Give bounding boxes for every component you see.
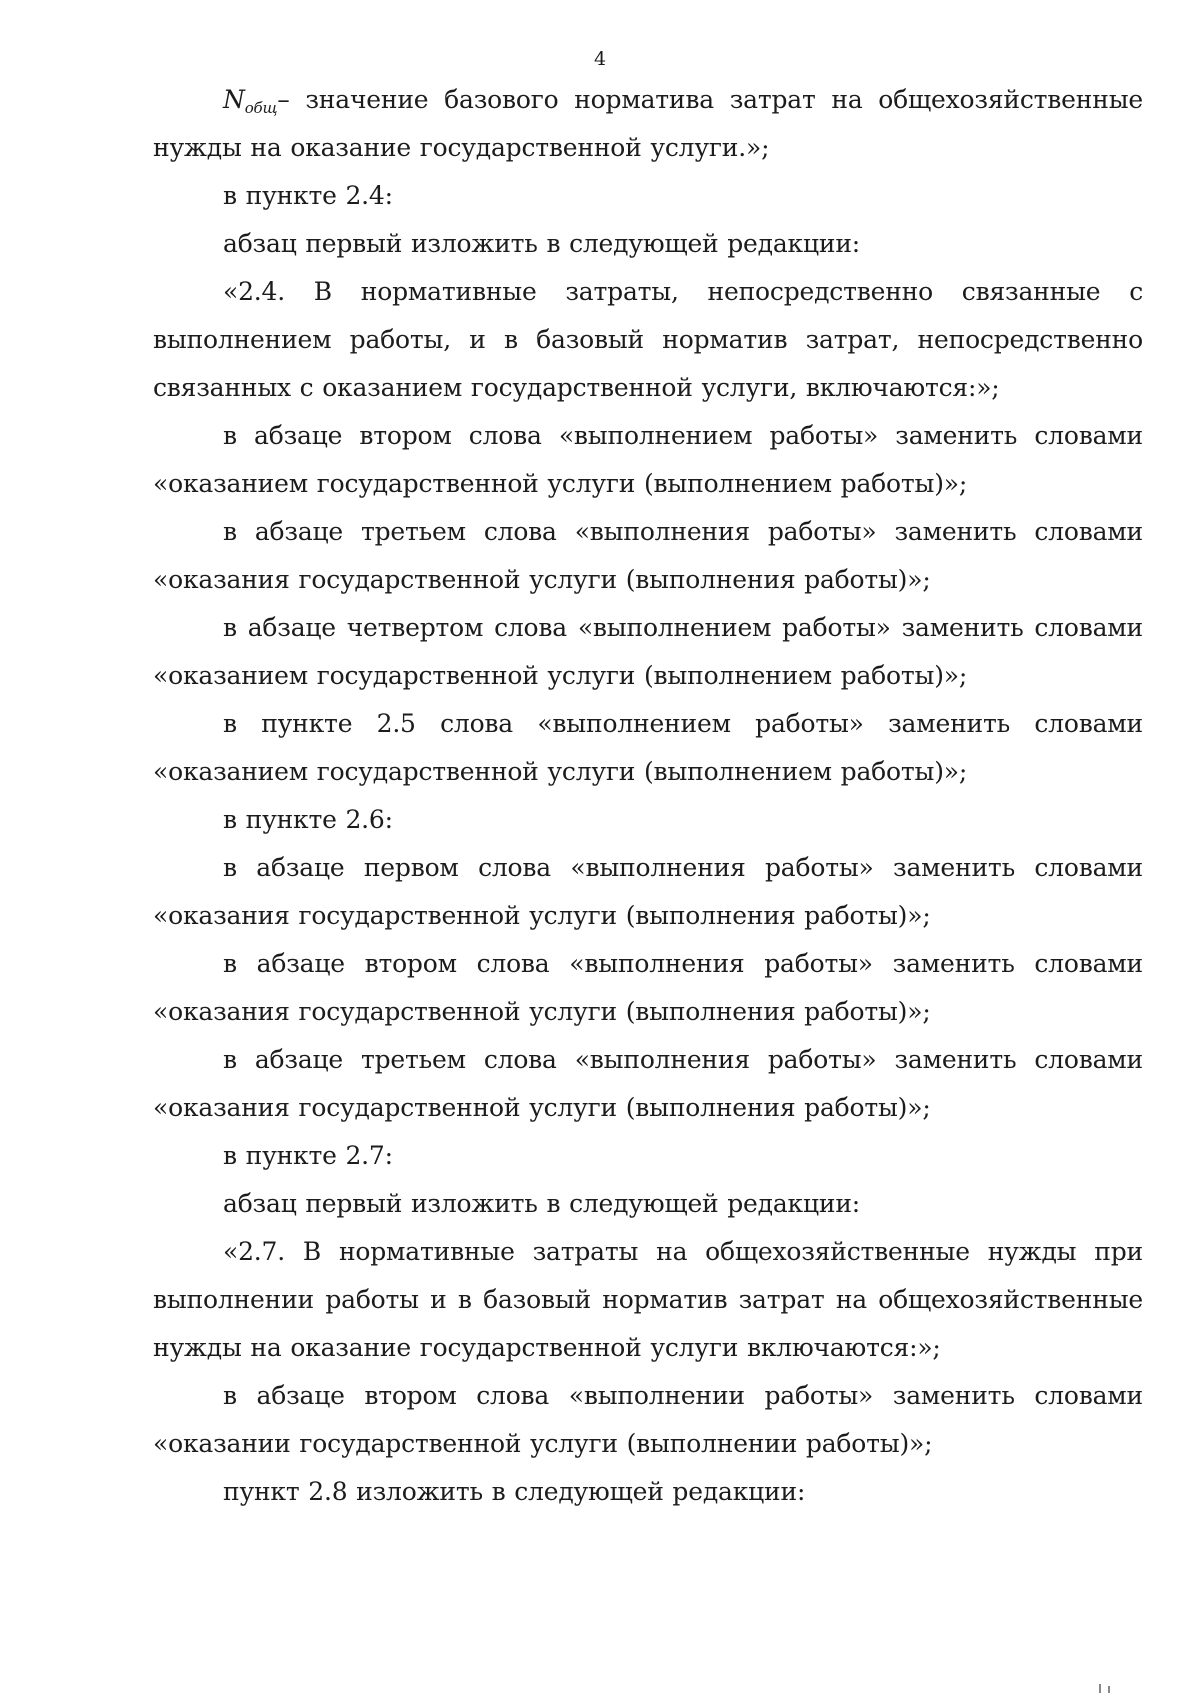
formula-symbol: N <box>223 85 245 114</box>
paragraph: «2.4. В нормативные затраты, непосредственно связанные с выполнением работы, и в базовый норматив затрат, непосредственно связанных с оказанием государственной услуги, включаются:»; <box>153 277 1143 402</box>
paragraph-formula-definition <box>153 76 1143 172</box>
formula-variable <box>223 85 278 117</box>
paragraph: в пункте 2.5 слова «выполнением работы» заменить словами «оказанием государственной услуги (выполнением работы)»; <box>153 709 1143 786</box>
formula-subscript: общ <box>244 99 278 117</box>
paragraph: в пункте 2.4: <box>223 181 393 210</box>
paragraph: в абзаце третьем слова «выполнения работы» заменить словами «оказания государственной услуги (выполнения работы)»; <box>153 1045 1143 1122</box>
paragraph: в абзаце втором слова «выполнением работы» заменить словами «оказанием государственной услуги (выполнением работы)»; <box>153 421 1143 498</box>
page-number: 4 <box>593 48 607 70</box>
scan-mark <box>1098 1683 1112 1693</box>
paragraph: в абзаце третьем слова «выполнения работы» заменить словами «оказания государственной услуги (выполнения работы)»; <box>153 517 1143 594</box>
paragraph: абзац первый изложить в следующей редакции: <box>223 229 861 258</box>
document-body <box>153 76 1143 1516</box>
paragraph-text: – значение базового норматива затрат на общехозяйственные нужды на оказание государственной услуги.»; <box>153 85 1143 162</box>
paragraph: в абзаце втором слова «выполнении работы» заменить словами «оказании государственной услуги (выполнении работы)»; <box>153 1381 1143 1458</box>
paragraph: в пункте 2.6: <box>223 805 393 834</box>
paragraph: абзац первый изложить в следующей редакции: <box>223 1189 861 1218</box>
paragraph: в абзаце первом слова «выполнения работы» заменить словами «оказания государственной услуги (выполнения работы)»; <box>153 853 1143 930</box>
paragraph: в абзаце втором слова «выполнения работы» заменить словами «оказания государственной услуги (выполнения работы)»; <box>153 949 1143 1026</box>
paragraph: в пункте 2.7: <box>223 1141 393 1170</box>
paragraph: пункт 2.8 изложить в следующей редакции: <box>223 1477 806 1506</box>
paragraph: «2.7. В нормативные затраты на общехозяйственные нужды при выполнении работы и в базовый норматив затрат на общехозяйственные нужды на оказание государственной услуги включаются:»; <box>153 1237 1143 1362</box>
paragraph: в абзаце четвертом слова «выполнением работы» заменить словами «оказанием государственной услуги (выполнением работы)»; <box>153 613 1143 690</box>
